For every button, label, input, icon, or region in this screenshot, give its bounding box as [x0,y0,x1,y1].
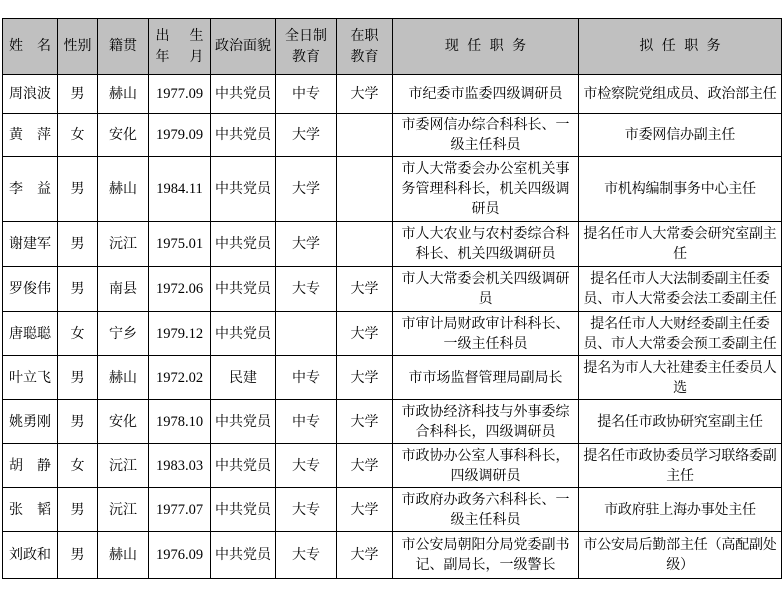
header-political: 政治面貌 [211,19,276,75]
cell-proposed-position: 提名为市人大社建委主任委员人选 [579,356,782,400]
cell-political: 中共党员 [211,444,276,488]
cell-political: 中共党员 [211,400,276,444]
cell-hometown: 赫山 [98,157,149,222]
cell-inservice-edu [337,157,393,222]
cell-fulltime-edu: 大学 [276,157,337,222]
cell-gender: 男 [58,356,98,400]
cell-birth: 1972.06 [149,267,211,312]
cell-proposed-position: 市委网信办副主任 [579,114,782,157]
cell-current-position: 市公安局朝阳分局党委副书记、副局长，一级警长 [393,532,579,579]
cell-name: 胡 静 [3,444,58,488]
header-fulltime-edu-label: 全日制教育 [285,27,327,65]
cell-name: 罗俊伟 [3,267,58,312]
cell-political: 中共党员 [211,114,276,157]
header-row [3,19,782,75]
cell-hometown: 赫山 [98,356,149,400]
cell-hometown: 沅江 [98,444,149,488]
cell-birth: 1979.12 [149,312,211,356]
cell-birth: 1979.09 [149,114,211,157]
cell-name: 刘政和 [3,532,58,579]
cell-fulltime-edu: 中专 [276,356,337,400]
table-row [3,400,782,444]
cell-name: 唐聪聪 [3,312,58,356]
cell-name: 周浪波 [3,75,58,114]
header-name: 姓 名 [3,19,58,75]
cell-inservice-edu: 大学 [337,312,393,356]
cell-current-position: 市人大农业与农村委综合科科长、机关四级调研员 [393,222,579,267]
cell-gender: 女 [58,114,98,157]
cell-political: 民建 [211,356,276,400]
table-row [3,157,782,222]
cell-inservice-edu: 大学 [337,267,393,312]
cell-political: 中共党员 [211,312,276,356]
cell-fulltime-edu: 大学 [276,114,337,157]
cell-gender: 男 [58,222,98,267]
cell-gender: 男 [58,75,98,114]
cell-gender: 男 [58,267,98,312]
cell-proposed-position: 提名任市人大常委会研究室副主任 [579,222,782,267]
cell-hometown: 安化 [98,400,149,444]
cell-hometown: 宁乡 [98,312,149,356]
table-row [3,312,782,356]
cell-birth: 1978.10 [149,400,211,444]
cell-inservice-edu: 大学 [337,400,393,444]
cell-gender: 女 [58,444,98,488]
cell-political: 中共党员 [211,157,276,222]
cell-fulltime-edu: 中专 [276,75,337,114]
cell-current-position: 市纪委市监委四级调研员 [393,75,579,114]
cell-fulltime-edu: 大专 [276,488,337,532]
cell-inservice-edu: 大学 [337,488,393,532]
header-current-position: 现 任 职 务 [393,19,579,75]
cell-name: 张 韬 [3,488,58,532]
cell-political: 中共党员 [211,267,276,312]
cell-political: 中共党员 [211,222,276,267]
cell-gender: 男 [58,157,98,222]
header-gender: 性别 [58,19,98,75]
header-inservice-edu-label: 在职教育 [350,27,379,65]
cell-political: 中共党员 [211,75,276,114]
cell-inservice-edu: 大学 [337,444,393,488]
cell-inservice-edu: 大学 [337,75,393,114]
cell-fulltime-edu: 大学 [276,222,337,267]
header-hometown: 籍贯 [98,19,149,75]
cell-current-position: 市政协办公室人事科科长，四级调研员 [393,444,579,488]
cell-hometown: 安化 [98,114,149,157]
cell-proposed-position: 市政府驻上海办事处主任 [579,488,782,532]
cell-gender: 男 [58,532,98,579]
cell-proposed-position: 市检察院党组成员、政治部主任 [579,75,782,114]
header-fulltime-edu [276,19,337,75]
cell-political: 中共党员 [211,488,276,532]
cell-current-position: 市审计局财政审计科科长、一级主任科员 [393,312,579,356]
cell-current-position: 市人大常委会办公室机关事务管理科科长，机关四级调研员 [393,157,579,222]
cell-hometown: 南县 [98,267,149,312]
cell-current-position: 市政协经济科技与外事委综合科科长，四级调研员 [393,400,579,444]
table-row [3,267,782,312]
cell-birth: 1977.09 [149,75,211,114]
cell-birth: 1983.03 [149,444,211,488]
table-row [3,75,782,114]
header-inservice-edu [337,19,393,75]
cell-inservice-edu: 大学 [337,532,393,579]
cell-gender: 女 [58,312,98,356]
table-row [3,532,782,579]
cell-birth: 1975.01 [149,222,211,267]
cell-proposed-position: 市机构编制事务中心主任 [579,157,782,222]
cell-current-position: 市委网信办综合科科长、一级主任科员 [393,114,579,157]
cell-hometown: 赫山 [98,75,149,114]
cell-political: 中共党员 [211,532,276,579]
cell-fulltime-edu: 大专 [276,444,337,488]
cell-name: 李 益 [3,157,58,222]
cell-birth: 1984.11 [149,157,211,222]
cell-hometown: 赫山 [98,532,149,579]
cell-name: 黄 萍 [3,114,58,157]
cell-proposed-position: 提名任市政协研究室副主任 [579,400,782,444]
cell-current-position: 市市场监督管理局副局长 [393,356,579,400]
table-row [3,444,782,488]
cell-fulltime-edu: 中专 [276,400,337,444]
cell-inservice-edu [337,114,393,157]
cell-name: 谢建军 [3,222,58,267]
cell-proposed-position: 提名任市人大财经委副主任委员、市人大常委会预工委副主任 [579,312,782,356]
cell-fulltime-edu: 大专 [276,267,337,312]
cell-fulltime-edu [276,312,337,356]
table-row [3,488,782,532]
cell-gender: 男 [58,488,98,532]
cell-current-position: 市政府办政务六科科长、一级主任科员 [393,488,579,532]
cell-hometown: 沅江 [98,488,149,532]
header-birth-label: 出 生 年 月 [155,27,204,65]
cell-fulltime-edu: 大专 [276,532,337,579]
cell-inservice-edu [337,222,393,267]
header-birth [149,19,211,75]
table-row [3,114,782,157]
table-row [3,356,782,400]
cell-inservice-edu: 大学 [337,356,393,400]
cell-proposed-position: 提名任市人大法制委副主任委员、市人大常委会法工委副主任 [579,267,782,312]
header-proposed-position: 拟 任 职 务 [579,19,782,75]
cell-current-position: 市人大常委会机关四级调研员 [393,267,579,312]
cell-name: 姚勇刚 [3,400,58,444]
cell-name: 叶立飞 [3,356,58,400]
cell-proposed-position: 市公安局后勤部主任（高配副处级） [579,532,782,579]
cell-birth: 1976.09 [149,532,211,579]
cell-proposed-position: 提名任市政协委员学习联络委副主任 [579,444,782,488]
cell-gender: 男 [58,400,98,444]
cell-birth: 1972.02 [149,356,211,400]
cell-birth: 1977.07 [149,488,211,532]
personnel-table [2,18,782,579]
table-row [3,222,782,267]
cell-hometown: 沅江 [98,222,149,267]
